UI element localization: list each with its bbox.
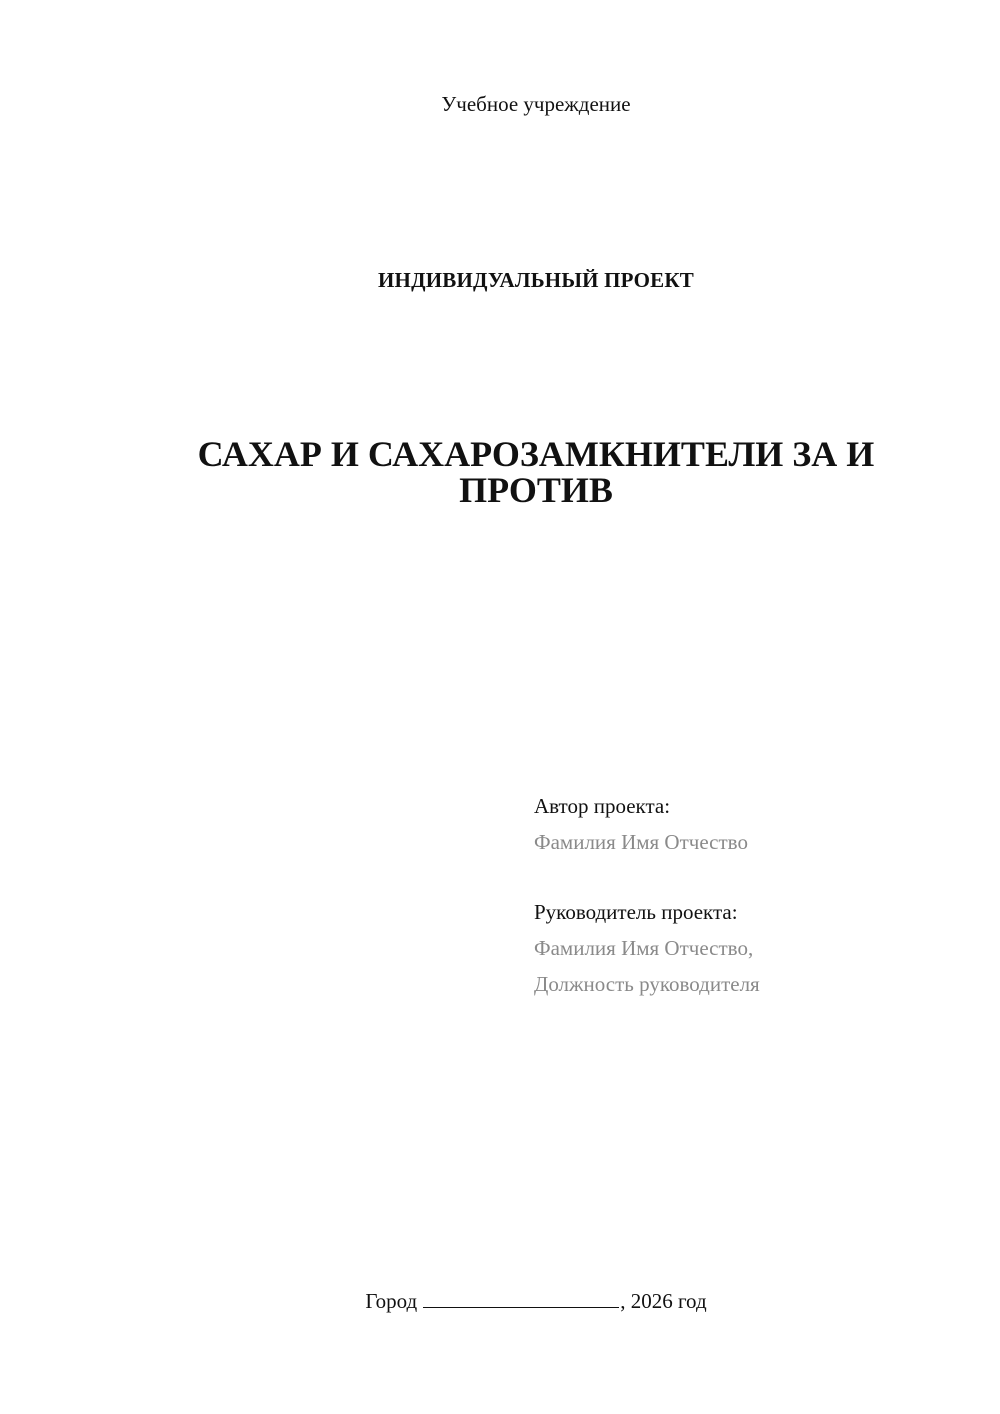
info-spacer — [534, 860, 974, 894]
author-name: Фамилия Имя Отчество — [534, 830, 748, 854]
city-label: Город — [365, 1289, 418, 1313]
author-label: Автор проекта: — [534, 794, 671, 818]
institution-name: Учебное учреждение — [441, 92, 631, 116]
project-title-line-2: ПРОТИВ — [459, 470, 613, 510]
supervisor-position: Должность руководителя — [534, 972, 760, 996]
project-title-line-1: САХАР И САХАРОЗАМКНИТЕЛИ ЗА И — [197, 434, 875, 474]
year-text: , 2026 год — [620, 1289, 707, 1313]
project-title — [160, 436, 912, 508]
project-info-block — [534, 788, 974, 1002]
supervisor-label: Руководитель проекта: — [534, 900, 738, 924]
document-type: ИНДИВИДУАЛЬНЫЙ ПРОЕКТ — [378, 268, 694, 292]
supervisor-name: Фамилия Имя Отчество, — [534, 936, 754, 960]
city-blank-line — [423, 1289, 619, 1308]
footer-city-year — [0, 1289, 1000, 1314]
